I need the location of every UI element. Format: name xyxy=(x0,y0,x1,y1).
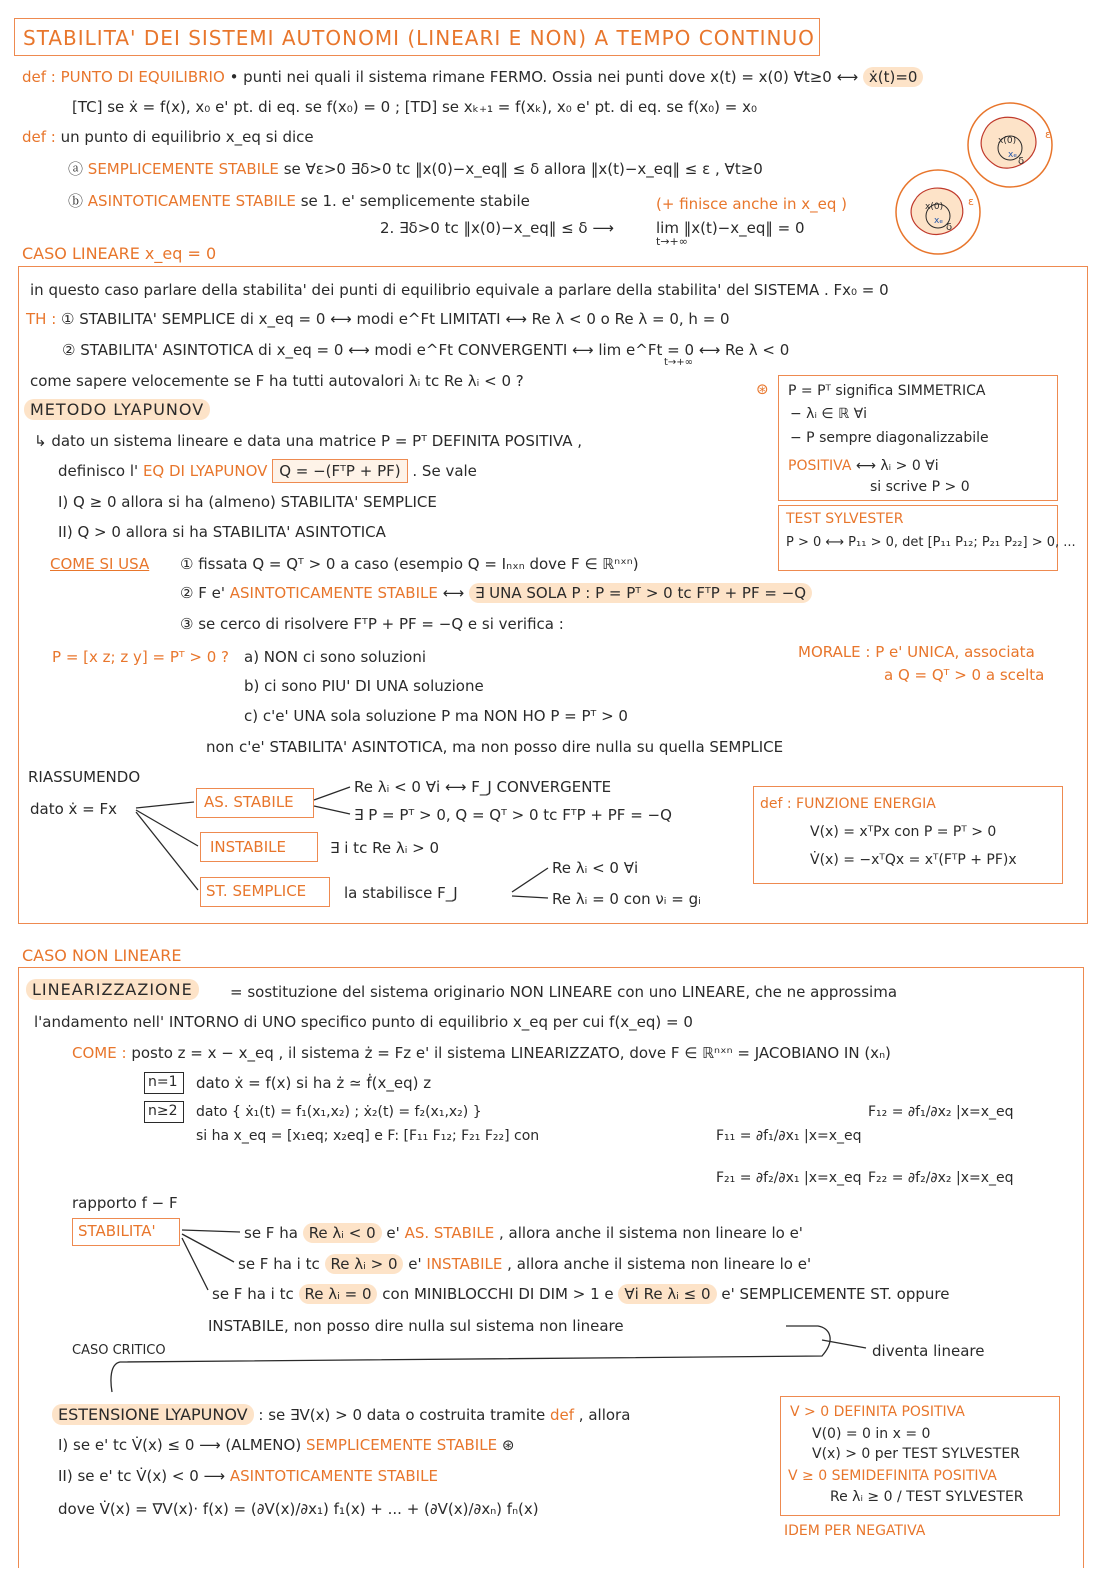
f21: F₂₁ = ∂f₂/∂x₁ |x=x_eq xyxy=(716,1170,862,1186)
r3-e: e' SEMPLICEMENTE ST. oppure xyxy=(721,1285,950,1303)
semidefinita-1: Re λᵢ ≥ 0 / TEST SYLVESTER xyxy=(830,1489,1024,1505)
asintotica-limit-sub: t→+∞ xyxy=(656,235,688,248)
case-a: a) NON ci sono soluzioni xyxy=(244,648,427,666)
r1-d: AS. STABILE xyxy=(404,1224,495,1242)
as-stabile-1: Re λᵢ < 0 ∀i ⟷ F_J CONVERGENTE xyxy=(354,778,612,796)
lin-line-1: = sostituzione del sistema originario NON LINEARE con uno LINEARE, che ne approssima xyxy=(230,983,898,1001)
rapporto-4: INSTABILE, non posso dire nulla sul sistema non lineare xyxy=(208,1317,624,1335)
arrow-critico xyxy=(111,1326,830,1392)
r3-b: Re λᵢ = 0 xyxy=(299,1284,378,1304)
est-i-a: I) se e' tc V̇(x) ≤ 0 ⟶ (ALMENO) xyxy=(58,1436,302,1454)
r2-b: Re λᵢ > 0 xyxy=(325,1254,404,1274)
semidefinita-title: V ≥ 0 SEMIDEFINITA POSITIVA xyxy=(788,1468,997,1484)
st-semplice-1: la stabilisce F_J xyxy=(344,884,458,902)
non-asintotica: non c'e' STABILITA' ASINTOTICA, ma non posso dire nulla su quella SEMPLICE xyxy=(206,738,784,756)
r1-a: se F ha xyxy=(244,1224,298,1242)
case-c: c) c'e' UNA sola soluzione P ma NON HO P = Pᵀ > 0 xyxy=(244,707,628,725)
r2-a: se F ha i tc xyxy=(238,1255,320,1273)
heading-nonlineare: CASO NON LINEARE xyxy=(22,946,182,965)
case-b: b) ci sono PIU' DI UNA soluzione xyxy=(244,677,484,695)
metodo-line-1: ↳ dato un sistema lineare e data una matrice P = Pᵀ DEFINITA POSITIVA , xyxy=(34,432,582,450)
linearizzazione-label: LINEARIZZAZIONE xyxy=(26,979,199,1000)
diagram2-eps: ε xyxy=(968,195,974,208)
equilibrio-result: ẋ(t)=0 xyxy=(863,67,924,87)
asintotica-text-2: 2. ∃δ>0 tc ‖x(0)−x_eq‖ ≤ δ ⟶ xyxy=(380,219,614,237)
energia-v: V(x) = xᵀPx con P = Pᵀ > 0 xyxy=(810,824,997,840)
step2-iff: ⟷ xyxy=(442,584,465,602)
r1-b: Re λᵢ < 0 xyxy=(303,1223,382,1243)
r1-e: , allora anche il sistema non lineare lo e' xyxy=(499,1224,803,1242)
estensione-i xyxy=(58,1436,514,1454)
est-ii-a: II) se e' tc V̇(x) < 0 ⟶ xyxy=(58,1467,226,1485)
definita-1: V(0) = 0 in x = 0 xyxy=(812,1426,931,1442)
definita-title: V > 0 DEFINITA POSITIVA xyxy=(790,1404,965,1420)
page-title: STABILITA' DEI SISTEMI AUTONOMI (LINEARI E NON) A TEMPO CONTINUO xyxy=(14,18,820,56)
positiva-text: ⟷ λᵢ > 0 ∀i xyxy=(855,458,939,474)
asintotica-term: ASINTOTICAMENTE STABILE xyxy=(87,192,296,210)
instabile-label: INSTABILE xyxy=(210,838,286,856)
metodo-line-3: I) Q ≥ 0 allora si ha (almeno) STABILITA' SEMPLICE xyxy=(58,493,437,511)
label-b: ⓑ xyxy=(68,192,84,210)
come-label: COME : xyxy=(72,1044,127,1062)
estensione-line xyxy=(52,1405,630,1424)
lineare-intro: in questo caso parlare della stabilita' dei punti di equilibrio equivale a parlare della stabilita' del SISTEMA . Fx₀ = 0 xyxy=(30,281,889,299)
r1-c: e' xyxy=(386,1224,400,1242)
positiva-term: POSITIVA xyxy=(788,458,852,474)
st-semplice-2: Re λᵢ < 0 ∀i xyxy=(552,859,639,877)
diagram-xe: xₑ xyxy=(1008,150,1018,160)
morale-2: a Q = Qᵀ > 0 a scelta xyxy=(884,666,1045,684)
vdot-formula: dove V̇(x) = ∇V(x)· f(x) = (∂V(x)/∂x₁) f₁(x) + ... + (∂V(x)/∂xₙ) fₙ(x) xyxy=(58,1500,539,1518)
equilibrio-tc-td: [TC] se ẋ = f(x), x₀ e' pt. di eq. se f(x₀) = 0 ; [TD] se xₖ₊₁ = f(xₖ), x₀ e' pt. di eq. se f(x₀) = x₀ xyxy=(72,98,758,116)
step2-term: ASINTOTICAMENTE STABILE xyxy=(229,584,438,602)
as-stabile-label: AS. STABILE xyxy=(204,793,294,811)
stabilita-label: STABILITA' xyxy=(78,1222,156,1240)
asintotica-limit: lim ‖x(t)−x_eq‖ = 0 xyxy=(656,219,805,237)
estensione-ii xyxy=(58,1467,438,1485)
r2-e: , allora anche il sistema non lineare lo e' xyxy=(507,1255,812,1273)
instabile-1: ∃ i tc Re λᵢ > 0 xyxy=(330,839,440,857)
n1-text: dato ẋ = f(x) si ha ż ≃ ḟ(x_eq) z xyxy=(196,1074,432,1092)
est-ii-b: ASINTOTICAMENTE STABILE xyxy=(229,1467,438,1485)
st-semplice-3: Re λᵢ = 0 con νᵢ = gᵢ xyxy=(552,890,701,908)
eq-lyapunov-term: EQ DI LYAPUNOV xyxy=(142,462,268,480)
asintotica-text-1: se 1. e' semplicemente stabile xyxy=(300,192,530,210)
sym-line-2: − λᵢ ∈ ℝ ∀i xyxy=(790,406,868,422)
r3-c: con MINIBLOCCHI DI DIM > 1 e xyxy=(382,1285,614,1303)
energia-title: def : FUNZIONE ENERGIA xyxy=(760,796,936,812)
est-i-c: ⊛ xyxy=(501,1436,515,1454)
r3-d: ∀i Re λᵢ ≤ 0 xyxy=(618,1284,716,1304)
come-step-3: ③ se cerco di risolvere FᵀP + PF = −Q e si verifica : xyxy=(180,615,564,633)
riassumendo-dato: dato ẋ = Fx xyxy=(30,800,118,818)
n2-system: dato { ẋ₁(t) = f₁(x₁,x₂) ; ẋ₂(t) = f₂(x₁,x₂) } xyxy=(196,1104,482,1120)
estensione-def: def xyxy=(549,1406,575,1424)
n1-label: n=1 xyxy=(148,1074,178,1090)
r2-c: e' xyxy=(408,1255,422,1273)
sylvester-text: P > 0 ⟷ P₁₁ > 0, det [P₁₁ P₁₂; P₂₁ P₂₂] > 0, ... xyxy=(786,535,1076,550)
metodo-definisco: definisco l' xyxy=(58,462,139,480)
definita-2: V(x) > 0 per TEST SYLVESTER xyxy=(812,1446,1020,1462)
th-label: TH : xyxy=(26,310,57,328)
sylvester-title: TEST SYLVESTER xyxy=(786,511,904,527)
sym-line-1: P = Pᵀ significa SIMMETRICA xyxy=(788,383,986,399)
r2-d: INSTABILE xyxy=(426,1255,503,1273)
as-stabile-2: ∃ P = Pᵀ > 0, Q = Qᵀ > 0 tc FᵀP + PF = −Q xyxy=(354,806,672,824)
arrow-r1 xyxy=(182,1230,240,1232)
diagram2-xe: xₑ xyxy=(934,216,944,226)
est-i-b: SEMPLICEMENTE STABILE xyxy=(305,1436,498,1454)
lineare-question: come sapere velocemente se F ha tutti autovalori λᵢ tc Re λᵢ < 0 ? xyxy=(30,372,524,390)
idem-negativa: IDEM PER NEGATIVA xyxy=(784,1523,926,1539)
diventa-lineare: diventa lineare xyxy=(872,1342,985,1360)
sym-line-3: − P sempre diagonalizzabile xyxy=(790,430,989,446)
caso-critico: CASO CRITICO xyxy=(72,1343,166,1358)
f22: F₂₂ = ∂f₂/∂x₂ |x=x_eq xyxy=(868,1170,1014,1186)
label-a: ⓐ xyxy=(68,160,84,178)
estensione-label: ESTENSIONE LYAPUNOV xyxy=(52,1404,254,1425)
st-semplice-label: ST. SEMPLICE xyxy=(206,882,307,900)
metodo-line-4: II) Q > 0 allora si ha STABILITA' ASINTOTICA xyxy=(58,523,386,541)
sym-line-5: si scrive P > 0 xyxy=(870,479,970,495)
step2-condition: ∃ UNA SOLA P : P = Pᵀ > 0 tc FᵀP + PF = −Q xyxy=(469,583,812,603)
f12: F₁₂ = ∂f₁/∂x₂ |x=x_eq xyxy=(868,1104,1014,1120)
come-text: posto z = x − x_eq , il sistema ż = Fz e' il sistema LINEARIZZATO, dove F ∈ ℝⁿˣⁿ = JACOBIANO IN (xₙ) xyxy=(131,1044,891,1062)
arrow-r2 xyxy=(182,1234,234,1262)
semplice-text: se ∀ε>0 ∃δ>0 tc ‖x(0)−x_eq‖ ≤ δ allora ‖x(t)−x_eq‖ ≤ ε , ∀t≥0 xyxy=(283,160,763,178)
eq-lyapunov-box: Q = −(FᵀP + PF) xyxy=(272,459,407,483)
estensione-text-c: , allora xyxy=(578,1406,631,1424)
n2-jacobian: si ha x_eq = [x₁eq; x₂eq] e F: [F₁₁ F₁₂; F₂₁ F₂₂] con xyxy=(196,1128,540,1144)
th1-text: ① STABILITA' SEMPLICE di x_eq = 0 ⟷ modi e^Ft LIMITATI ⟷ Re λ < 0 o Re λ = 0, h = 0 xyxy=(61,310,730,328)
diagram2-x0: x(0) xyxy=(925,202,944,212)
come-si-usa-label: COME SI USA xyxy=(50,555,150,573)
come-step-1: ① fissata Q = Qᵀ > 0 a caso (esempio Q = Iₙₓₙ dove F ∈ ℝⁿˣⁿ) xyxy=(180,555,639,573)
r3-a: se F ha i tc xyxy=(212,1285,294,1303)
equilibrio-text: • punti nei quali il sistema rimane FERMO. Ossia nei punti dove x(t) = x(0) ∀t≥0 ⟷ xyxy=(229,68,859,86)
theorem-2: ② STABILITA' ASINTOTICA di x_eq = 0 ⟷ modi e^Ft CONVERGENTI ⟷ lim e^Ft = 0 ⟷ Re λ < 0 xyxy=(62,341,790,359)
def-punto-text: un punto di equilibrio x_eq si dice xyxy=(60,128,314,146)
diagram2-delta: δ xyxy=(946,222,953,233)
def-label: def : xyxy=(22,68,56,86)
f11: F₁₁ = ∂f₁/∂x₁ |x=x_eq xyxy=(716,1128,862,1144)
metodo-lyapunov-label: METODO LYAPUNOV xyxy=(24,399,210,420)
riassumendo-label: RIASSUMENDO xyxy=(28,768,141,786)
heading-lineare: CASO LINEARE x_eq = 0 xyxy=(22,244,217,263)
energia-vdot: V̇(x) = −xᵀQx = xᵀ(FᵀP + PF)x xyxy=(810,852,1017,868)
step2-text: ② F e' xyxy=(180,584,225,602)
morale-1: MORALE : P e' UNICA, associata xyxy=(798,643,1035,661)
def-label-2: def : xyxy=(22,128,56,146)
diagram-x0: x(0) xyxy=(998,136,1017,146)
asintotica-note: (+ finisce anche in x_eq ) xyxy=(656,195,848,213)
equilibrio-term: PUNTO DI EQUILIBRIO xyxy=(60,68,225,86)
diagram-eps: ε xyxy=(1045,128,1051,141)
estensione-text-a: : se ∃V(x) > 0 data o costruita tramite xyxy=(258,1406,546,1424)
star-marker: ⊛ xyxy=(756,380,769,398)
theorem-2-sub: t→+∞ xyxy=(664,357,694,368)
n2-label: n≥2 xyxy=(148,1103,178,1119)
rapporto-label: rapporto f − F xyxy=(72,1194,178,1212)
semplice-term: SEMPLICEMENTE STABILE xyxy=(87,160,279,178)
metodo-se-vale: . Se vale xyxy=(412,462,477,480)
diagram-delta: δ xyxy=(1018,156,1025,167)
lin-line-2: l'andamento nell' INTORNO di UNO specifico punto di equilibrio x_eq per cui f(x_eq) = 0 xyxy=(34,1013,693,1031)
p-matrix: P = [x z; z y] = Pᵀ > 0 ? xyxy=(52,648,230,666)
